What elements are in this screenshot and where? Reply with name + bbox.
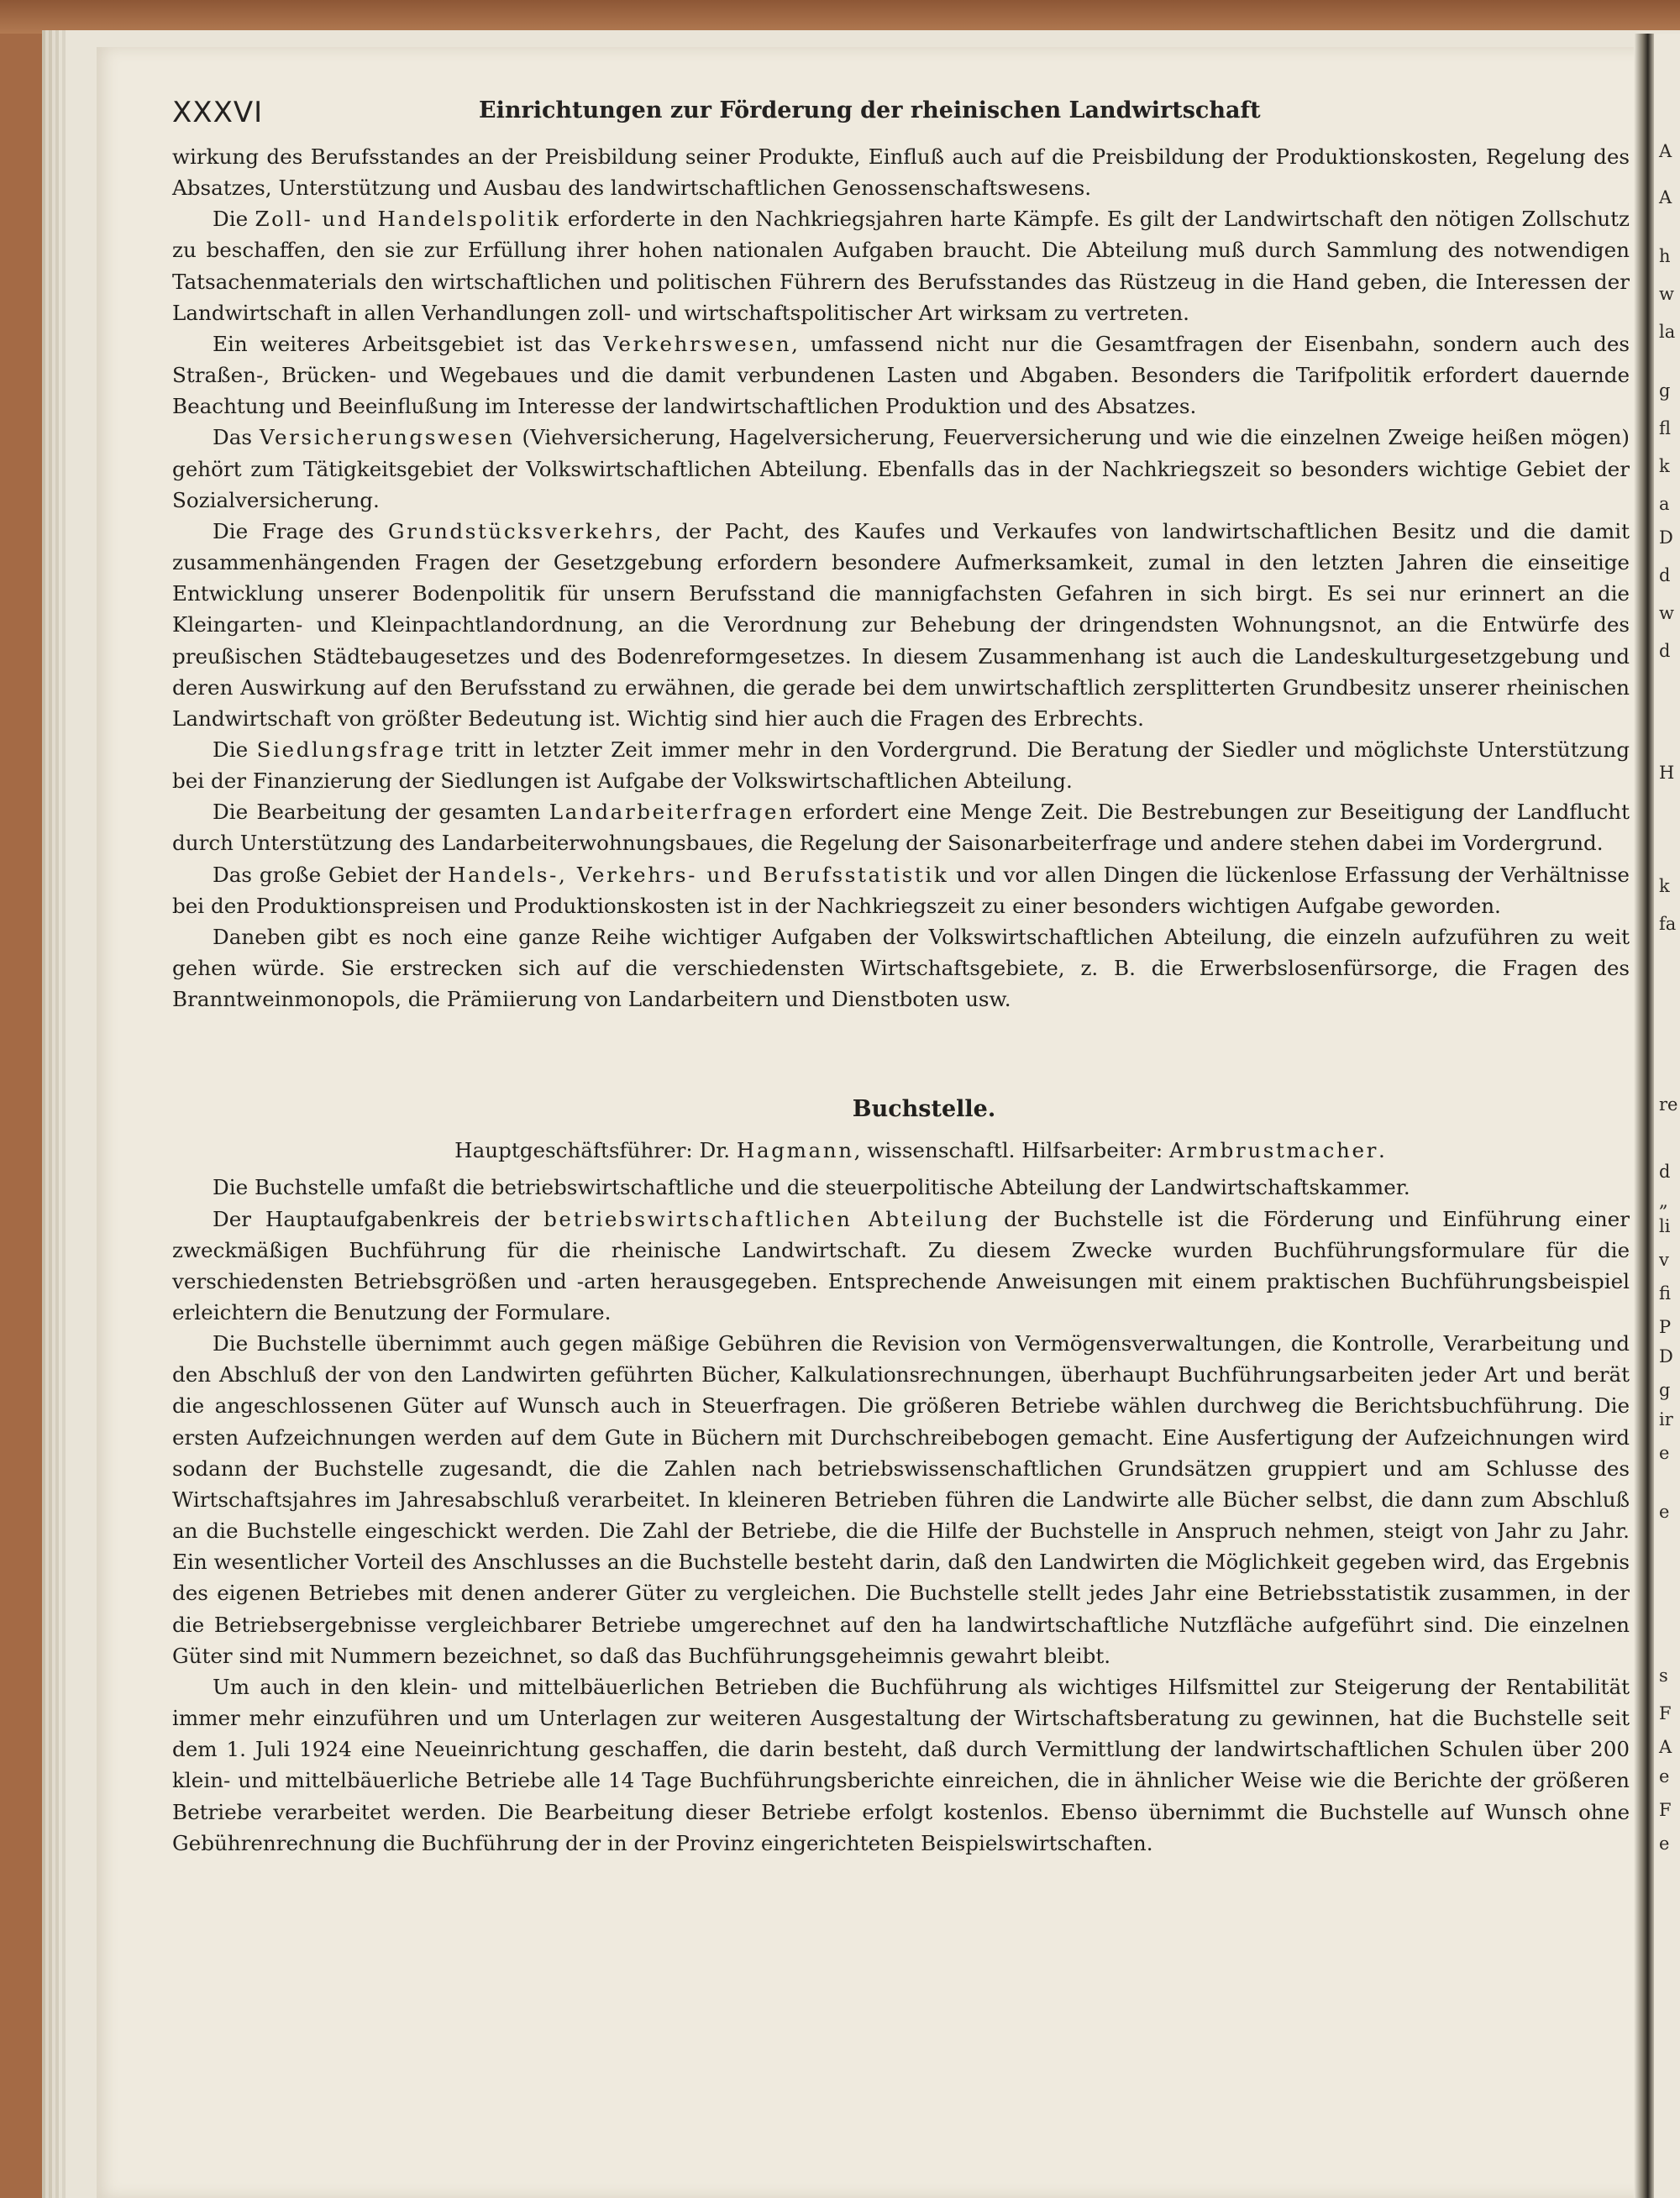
- facing-page-fragment: li: [1659, 1216, 1671, 1236]
- facing-page-fragment: e: [1659, 1833, 1670, 1854]
- facing-page-fragment: A: [1659, 1737, 1672, 1757]
- facing-page-fragment: h: [1659, 246, 1671, 266]
- facing-page-fragment: re: [1659, 1094, 1678, 1115]
- book-cover-edge: [0, 0, 1680, 34]
- staff-line: Hauptgeschäftsführer: Dr. Hagmann, wissenschaftl. Hilfsarbeiter: Armbrustmacher.: [454, 1138, 1385, 1163]
- facing-page-fragment: ir: [1659, 1409, 1673, 1429]
- facing-page-fragment: fi: [1659, 1283, 1672, 1304]
- facing-page-fragment: w: [1659, 603, 1674, 623]
- section-volkswirtschaft: [172, 141, 1630, 1015]
- facing-page-fragment: la: [1659, 322, 1676, 342]
- facing-page-fragment: v: [1659, 1250, 1669, 1270]
- facing-page-edge: [1654, 34, 1680, 2198]
- facing-page-fragment: F: [1659, 1703, 1672, 1723]
- facing-page-fragment: a: [1659, 494, 1670, 514]
- facing-page-fragment: d: [1659, 565, 1671, 585]
- page-number: XXXVI: [172, 96, 264, 129]
- facing-page-fragment: F: [1659, 1800, 1672, 1820]
- facing-page-fragment: fa: [1659, 914, 1677, 934]
- facing-page-fragment: s: [1659, 1666, 1668, 1686]
- facing-page-fragment: g: [1659, 380, 1671, 401]
- paragraph: wirkung des Berufsstandes an der Preisbildung seiner Produkte, Einfluß auch auf die Preisbildung der Produktionskosten, Regelung des Absatzes, Unterstützung und Ausbau des landwirtschaftlichen Genossenschaftswesens.: [172, 144, 1630, 201]
- paragraph: Die Zoll- und Handelspolitik erforderte in den Nachkriegsjahren harte Kämpfe. Es gilt der Landwirtschaft den nötigen Zollschutz zu beschaffen, den sie zur Erfüllung ihrer hohen nationalen Aufgaben braucht. Die Abteilung muß durch Sammlung des notwendigen Tatsachenmaterials den wirtschaftlichen und politischen Führern des Berufsstandes das Rüstzeug in die Hand geben, die Interessen der Landwirtschaft in allen Verhandlungen zoll- und wirtschaftspolitischer Art wirksam zu vertreten.: [172, 207, 1630, 325]
- paragraph: Die Siedlungsfrage tritt in letzter Zeit immer mehr in den Vordergrund. Die Beratung der Siedler und möglichste Unterstützung bei der Finanzierung der Siedlungen ist Aufgabe der Volkswirtschaftlichen Abteilung.: [172, 737, 1630, 794]
- facing-page-fragment: d: [1659, 641, 1671, 661]
- facing-page-fragment: k: [1659, 456, 1670, 476]
- facing-page-fragment: w: [1659, 284, 1674, 304]
- section-gap: [172, 1015, 1630, 1093]
- paragraph: Das Versicherungswesen (Viehversicherung, Hagelversicherung, Feuerversicherung und wie die einzelnen Zweige heißen mögen) gehört zum Tätigkeitsgebiet der Volkswirtschaftlichen Abteilung. Ebenfalls das in der Nachkriegszeit so besonders wichtige Gebiet der Sozialversicherung.: [172, 425, 1630, 512]
- facing-page-fragment: A: [1659, 187, 1672, 207]
- paragraph: Die Frage des Grundstücksverkehrs, der Pacht, des Kaufes und Verkaufes von landwirtschaftlichen Besitz und die damit zusammenhängenden Fragen der Gesetzgebung erfordern besondere Aufmerksamkeit, zumal in den letzten Jahren die einseitige Entwicklung unserer Bodenpolitik für unsern Berufsstand die mannigfachsten Gefahren in sich birgt. Es sei nur erinnert an die Kleingarten- und Kleinpachtlandordnung, an die Verordnung zur Behebung der dringendsten Wohnungsnot, an die Entwürfe des preußischen Städtebaugesetzes und des Bodenreformgesetzes. In diesem Zusammenhang ist auch die Landeskulturgesetzgebung und deren Auswirkung auf den Berufsstand zu erwähnen, die gerade bei dem unwirtschaftlich zersplitterten Grundbesitz unserer rheinischen Landwirtschaft von größter Bedeutung ist. Wichtig sind hier auch die Fragen des Erbrechts.: [172, 518, 1630, 731]
- facing-page-fragment: H: [1659, 763, 1675, 783]
- page-content: [172, 94, 1630, 1859]
- paragraph: Das große Gebiet der Handels-, Verkehrs- und Berufsstatistik und vor allen Dingen die lückenlose Erfassung der Verhältnisse bei den Produktionspreisen und Produktionskosten ist in der Nachkriegszeit zu einer besonders wichtigen Aufgabe geworden.: [172, 862, 1630, 918]
- section-buchstelle: [172, 1172, 1630, 1858]
- paragraph: Die Bearbeitung der gesamten Landarbeiterfragen erfordert eine Menge Zeit. Die Bestrebungen zur Beseitigung der Landflucht durch Unterstützung des Landarbeiterwohnungsbaues, die Regelung der Saisonarbeiterfrage und andere stehen dabei im Vordergrund.: [172, 800, 1630, 856]
- paragraph: Um auch in den klein- und mittelbäuerlichen Betrieben die Buchführung als wichtiges Hilfsmittel zur Steigerung der Rentabilität immer mehr einzuführen und um Unterlagen zur weiteren Ausgestaltung der Wirtschaftsberatung zu gewinnen, hat die Buchstelle seit dem 1. Juli 1924 eine Neueinrichtung geschaffen, die darin besteht, daß durch Vermittlung der landwirtschaftlichen Schulen über 200 klein- und mittelbäuerliche Betriebe alle 14 Tage Buchführungsberichte einreichen, die in ähnlicher Weise wie die Berichte der größeren Betriebe verarbeitet werden. Die Bearbeitung dieser Betriebe erfolgt kostenlos. Ebenso übernimmt die Buchstelle auf Wunsch ohne Gebührenrechnung die Buchführung der in der Provinz eingerichteten Beispielswirtschaften.: [172, 1674, 1630, 1855]
- facing-page-fragment: e: [1659, 1502, 1670, 1522]
- paragraph: Ein weiteres Arbeitsgebiet ist das Verkehrswesen, umfassend nicht nur die Gesamtfragen der Eisenbahn, sondern auch des Straßen-, Brücken- und Wegebaues und die damit verbundenen Lasten und Abgaben. Besonders die Tarifpolitik erfordert dauernde Beachtung und Beeinflußung im Interesse der landwirtschaftlichen Produktion und des Absatzes.: [172, 331, 1630, 419]
- page-header: [172, 94, 1630, 141]
- paragraph: Daneben gibt es noch eine ganze Reihe wichtiger Aufgaben der Volkswirtschaftlichen Abteilung, die einzeln aufzuführen zu weit gehen würde. Sie erstrecken sich auf die verschiedensten Wirtschaftsgebiete, z. B. die Erwerbslosenfürsorge, die Fragen des Branntweinmonopols, die Prämiierung von Landarbeitern und Dienstboten usw.: [172, 924, 1630, 1012]
- facing-page-fragment: fl: [1659, 418, 1672, 438]
- paragraph: Die Buchstelle umfaßt die betriebswirtschaftliche und die steuerpolitische Abteilung der Landwirtschaftskammer.: [213, 1175, 1410, 1200]
- section-title-buchstelle: Buchstelle.: [852, 1096, 996, 1123]
- facing-page-fragment: P: [1659, 1317, 1672, 1337]
- paragraph: Die Buchstelle übernimmt auch gegen mäßige Gebühren die Revision von Vermögensverwaltungen, die Kontrolle, Verarbeitung und den Abschluß der von den Landwirten geführten Bücher, Kalkulationsrechnungen, überhaupt Buchführungsarbeiten jeder Art und berät die angeschlossenen Güter auf Wunsch auch in Steuerfragen. Die größeren Betriebe wählen durchweg die Berichtsbuchführung. Die ersten Aufzeichnungen werden auf dem Gute in Büchern mit Durchschreibebogen gemacht. Eine Ausfertigung der Aufzeichnungen wird sodann der Buchstelle zugesandt, die die Zahlen nach betriebswissenschaftlichen Grundsätzen gruppiert und am Schlusse des Wirtschaftsjahres im Jahresabschluß verarbeitet. In kleineren Betrieben führen die Landwirte alle Bücher selbst, die dann zum Abschluß an die Buchstelle eingeschickt werden. Die Zahl der Betriebe, die die Hilfe der Buchstelle in Anspruch nehmen, steigt von Jahr zu Jahr. Ein wesentlicher Vorteil des Anschlusses an die Buchstelle besteht darin, daß den Landwirten die Möglichkeit gegeben wird, das Ergebnis des eigenen Betriebes mit denen anderer Güter zu vergleichen. Die Buchstelle stellt jedes Jahr eine Betriebsstatistik zusammen, in der die Betriebsergebnisse vergleichbarer Betriebe umgerechnet auf den ha landwirtschaftliche Nutzfläche aufgeführt sind. Die einzelnen Güter sind mit Nummern bezeichnet, so daß das Buchführungsgeheimnis gewahrt bleibt.: [172, 1331, 1630, 1668]
- facing-page-fragment: D: [1659, 1346, 1673, 1367]
- facing-page-fragment: e: [1659, 1766, 1670, 1786]
- facing-page-fragment: D: [1659, 527, 1673, 548]
- book-gutter: [1634, 34, 1654, 2198]
- facing-page-fragment: d: [1659, 1162, 1671, 1182]
- facing-page-fragment: „: [1659, 1191, 1668, 1211]
- facing-page-fragment: e: [1659, 1443, 1670, 1463]
- paragraph: Der Hauptaufgabenkreis der betriebswirtschaftlichen Abteilung der Buchstelle ist die Förderung und Einführung einer zweckmäßigen Buchführung für die rheinische Landwirtschaft. Zu diesem Zwecke wurden Buchführungsformulare für die verschiedensten Betriebsgrößen und -arten herausgegeben. Entsprechende Anweisungen mit einem praktischen Buchführungsbeispiel erleichtern die Benutzung der Formulare.: [172, 1206, 1630, 1325]
- facing-page-fragment: A: [1659, 141, 1672, 161]
- facing-page-fragment: g: [1659, 1380, 1671, 1400]
- facing-page-fragment: k: [1659, 876, 1670, 896]
- running-title: Einrichtungen zur Förderung der rheinischen Landwirtschaft: [479, 97, 1261, 123]
